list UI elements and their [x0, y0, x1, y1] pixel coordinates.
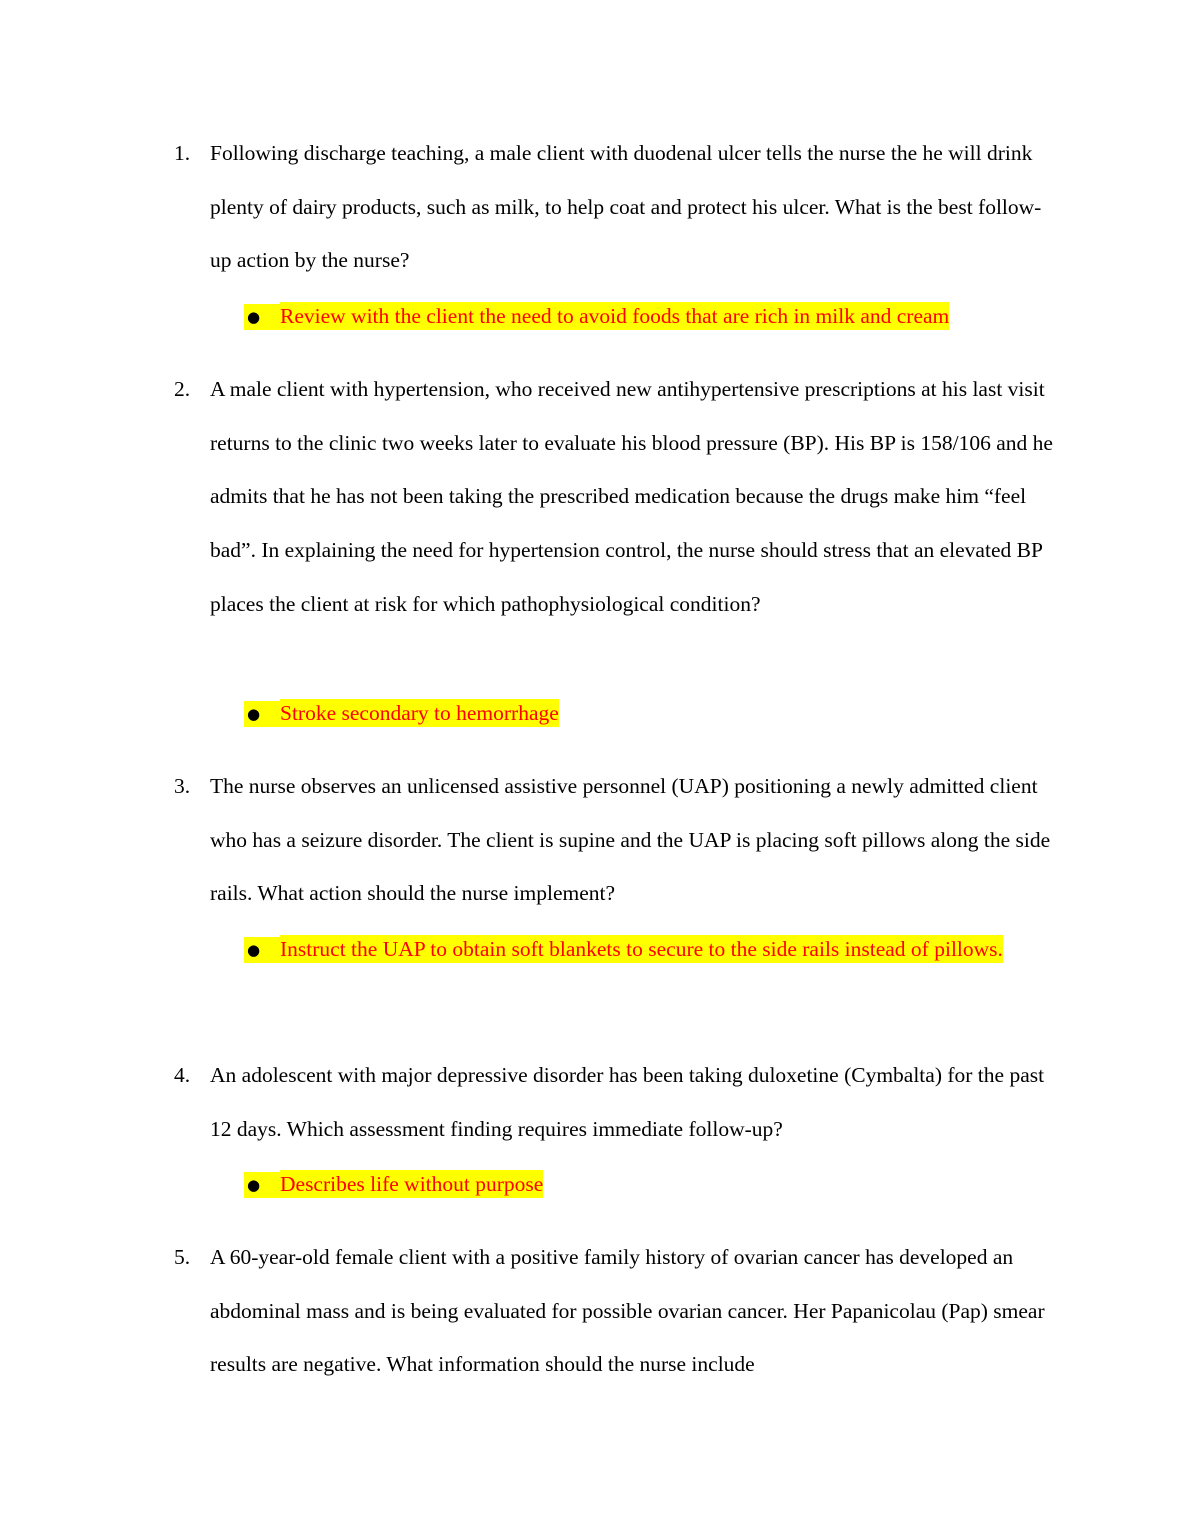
- bullet-icon: ●: [244, 701, 280, 727]
- question-text: A 60-year-old female client with a positive family history of ovarian cancer has developed an abdominal mass and is being evaluated for possible ovarian cancer. Her Papanicolau (Pap) smear results are negative. What information should the nurse include: [210, 1245, 1045, 1377]
- question-text: Following discharge teaching, a male client with duodenal ulcer tells the nurse the he will drink plenty of dairy products, such as milk, to help coat and protect his ulcer. What is the best follow-up action by the nurse?: [210, 141, 1042, 273]
- question-number: 3.: [174, 774, 191, 798]
- question-text: The nurse observes an unlicensed assistive personnel (UAP) positioning a newly admitted client who has a seizure disorder. The client is supine and the UAP is placing soft pillows along the side rails. What action should the nurse implement?: [210, 774, 1051, 906]
- question-number: 2.: [174, 377, 191, 401]
- bullet-icon: ●: [244, 937, 280, 963]
- answer-text: Review with the client the need to avoid foods that are rich in milk and cream: [280, 304, 950, 328]
- question-text: A male client with hypertension, who received new antihypertensive prescriptions at his last visit returns to the clinic two weeks later to evaluate his blood pressure (BP). His BP is 158/106 and he admits that he has not been taking the prescribed medication because the drugs make him “feel bad”. In explaining the need for hypertension control, the nurse should stress that an elevated BP places the client at risk for which pathophysiological condition?: [210, 377, 1053, 616]
- bullet-icon: ●: [244, 304, 280, 330]
- question-text: An adolescent with major depressive disorder has been taking duloxetine (Cymbalta) for the past 12 days. Which assessment finding requires immediate follow-up?: [210, 1063, 1045, 1141]
- question-number: 1.: [174, 141, 191, 165]
- answer-text: Describes life without purpose: [280, 1172, 544, 1196]
- question-number: 5.: [174, 1245, 191, 1269]
- question-number: 4.: [174, 1063, 191, 1087]
- answer-text: Instruct the UAP to obtain soft blankets to secure to the side rails instead of pillows.: [280, 937, 1003, 961]
- bullet-icon: ●: [244, 1172, 280, 1198]
- answer-text: Stroke secondary to hemorrhage: [280, 701, 559, 725]
